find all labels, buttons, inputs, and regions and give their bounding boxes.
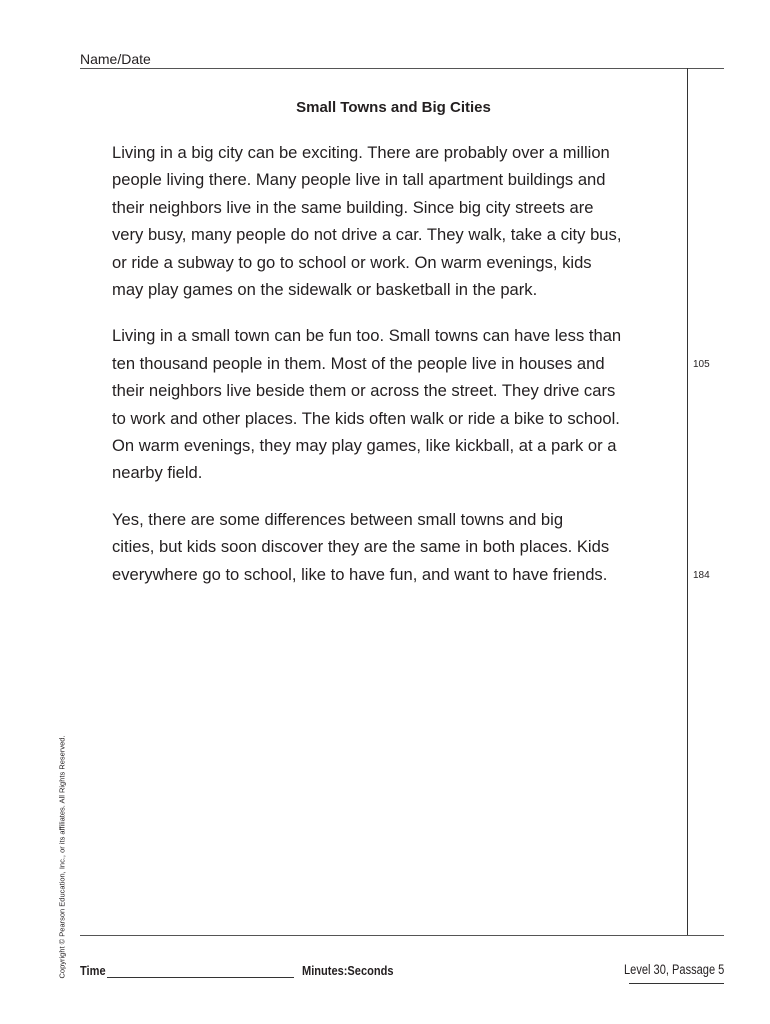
passage-line: On warm evenings, they may play games, like kickball, at a park or a xyxy=(112,436,617,456)
passage-line: people living there. Many people live in tall apartment buildings and xyxy=(112,170,606,190)
level-passage-label: Level 30, Passage 5 xyxy=(623,962,724,977)
passage-line: nearby field. xyxy=(112,463,203,483)
word-count-105: 105 xyxy=(693,359,710,370)
passage-line: or ride a subway to go to school or work. On warm evenings, kids xyxy=(112,252,592,272)
paragraph-3 xyxy=(112,506,682,588)
level-underline xyxy=(629,983,724,984)
paragraph-2 xyxy=(112,322,682,486)
bottom-rule xyxy=(80,935,724,936)
passage-body xyxy=(112,139,682,607)
passage-line: may play games on the sidewalk or basketball in the park. xyxy=(112,280,538,300)
minutes-seconds-label: Minutes:Seconds xyxy=(302,963,394,978)
copyright-notice: Copyright © Pearson Education, Inc., or its affiliates. All Rights Reserved. xyxy=(57,735,67,979)
name-date-label: Name/Date xyxy=(80,51,151,67)
word-count-column-rule xyxy=(687,68,688,936)
passage-line: everywhere go to school, like to have fun, and want to have friends. xyxy=(112,564,608,584)
time-label: Time xyxy=(80,963,106,978)
word-count-184: 184 xyxy=(693,570,710,581)
passage-line: to work and other places. The kids often walk or ride a bike to school. xyxy=(112,408,620,428)
top-rule xyxy=(80,68,724,69)
passage-line: Yes, there are some differences between small towns and big xyxy=(112,509,564,529)
passage-line: Living in a small town can be fun too. Small towns can have less than xyxy=(112,326,622,346)
passage-line: their neighbors live in the same building. Since big city streets are xyxy=(112,197,594,217)
passage-line: their neighbors live beside them or across the street. They drive cars xyxy=(112,381,616,401)
passage-line: very busy, many people do not drive a car. They walk, take a city bus, xyxy=(112,225,622,245)
passage-line: cities, but kids soon discover they are the same in both places. Kids xyxy=(112,537,610,557)
passage-line: Living in a big city can be exciting. There are probably over a million xyxy=(112,143,610,162)
passage-line: ten thousand people in them. Most of the people live in houses and xyxy=(112,353,605,373)
time-entry-line[interactable] xyxy=(107,977,294,978)
paragraph-1 xyxy=(112,139,682,303)
passage-title: Small Towns and Big Cities xyxy=(296,99,491,116)
